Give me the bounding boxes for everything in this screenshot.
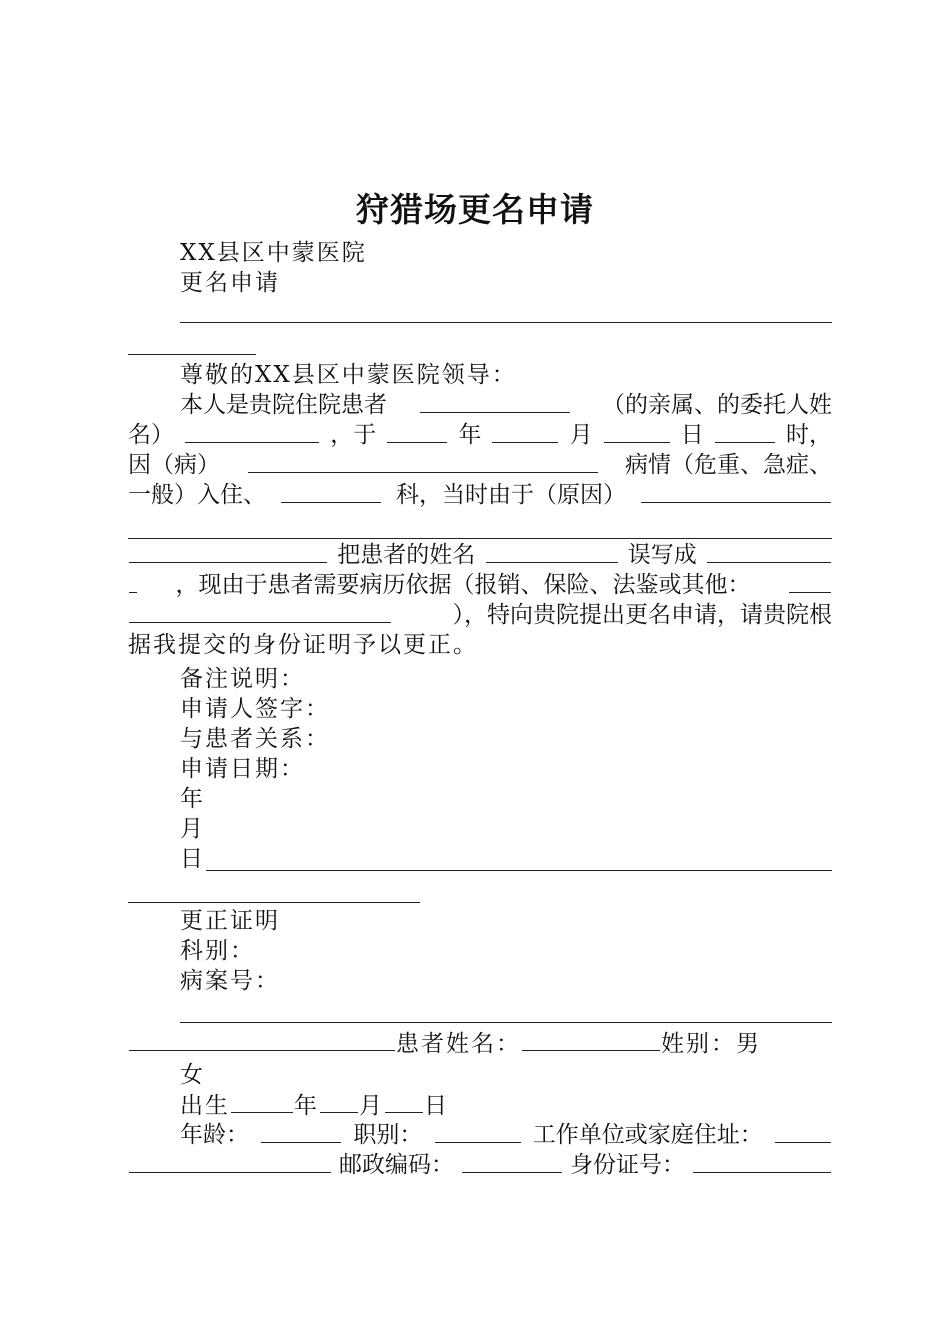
blank-field (385, 1090, 423, 1113)
postcode-line (128, 1150, 832, 1180)
blank-field (261, 1120, 341, 1143)
letter-line-7 (128, 570, 832, 600)
occupation-label: 职别： (353, 1122, 423, 1148)
blank-field (707, 540, 831, 563)
letter-line-2 (128, 420, 832, 450)
letter-line-4 (128, 480, 832, 510)
id-number-label: 身份证号： (570, 1152, 685, 1178)
case-number-label: 病案号： (180, 968, 280, 994)
gender-label: 姓别：男 (661, 1031, 761, 1057)
blank-field (693, 1150, 831, 1173)
letter-line-3 (128, 450, 832, 480)
text: 日 (680, 422, 704, 448)
date-month: 月 (180, 816, 205, 842)
text: 本人是贵院住院患者 (180, 392, 387, 418)
age-line (180, 1120, 832, 1150)
date-year: 年 (180, 786, 205, 812)
date-label: 申请日期： (180, 756, 305, 782)
text: 因（病） (128, 452, 220, 478)
text: 年 (294, 1093, 319, 1119)
blank-field (129, 570, 137, 593)
birth-line (180, 1090, 832, 1120)
text: 日 (424, 1093, 449, 1119)
blank-field (420, 390, 570, 413)
remark-label: 备注说明： (180, 666, 305, 692)
age-label: 年龄： (180, 1122, 249, 1148)
department-label: 科别： (180, 938, 255, 964)
text: 病情（危重、急症、 (625, 452, 832, 478)
blank-field (129, 1028, 395, 1051)
blank-field (248, 450, 598, 473)
relation-label: 与患者关系： (180, 726, 330, 752)
text: ），特向贵院提出更名申请，请贵院根 (452, 602, 832, 628)
postcode-label: 邮政编码： (339, 1152, 454, 1178)
text: 把患者的姓名 (337, 542, 476, 568)
workplace-label: 工作单位或家庭住址： (532, 1122, 763, 1148)
certificate-title: 更正证明 (180, 908, 280, 934)
letter-line-8 (128, 600, 832, 630)
blank-field (387, 420, 447, 443)
blank-field (281, 480, 381, 503)
blank-field (604, 420, 670, 443)
salutation: 尊敬的XX县区中蒙医院领导： (180, 362, 517, 388)
blank-field (435, 1120, 521, 1143)
gender-female: 女 (180, 1062, 205, 1088)
blank-line (128, 538, 832, 539)
blank-field (492, 420, 558, 443)
blank-field (486, 540, 618, 563)
text: 年 (458, 422, 482, 448)
text: 时， (785, 422, 832, 448)
blank-field (462, 1150, 562, 1173)
date-day: 日 (180, 846, 205, 872)
text: 科，当时由于（原因） (396, 482, 626, 508)
blank-field (129, 540, 327, 563)
text: 名） (128, 422, 174, 448)
patient-name-label: 患者姓名： (396, 1031, 521, 1057)
text: ，现由于患者需要病历依据（报销、保险、法鉴或其他： (175, 572, 751, 598)
blank-field (641, 480, 831, 503)
letter-line-6 (128, 540, 832, 570)
blank-line (180, 322, 832, 323)
letter-line-9: 据我提交的身份证明予以更正。 (128, 632, 478, 658)
birth-label: 出生 (180, 1093, 230, 1119)
text: ，于 (330, 422, 377, 448)
blank-field (522, 1028, 660, 1051)
blank-field (789, 570, 831, 593)
text: 一般）入住、 (128, 482, 266, 508)
blank-field (775, 1120, 831, 1143)
document-title: 狩猎场更名申请 (356, 190, 594, 229)
text: 月 (569, 422, 593, 448)
text: 月 (359, 1093, 384, 1119)
blank-line (128, 902, 420, 903)
blank-field (320, 1090, 358, 1113)
blank-field (129, 1150, 331, 1173)
patient-line (128, 1028, 768, 1058)
blank-field (715, 420, 775, 443)
hospital-name: XX县区中蒙医院 (180, 240, 367, 266)
text: （的亲属、的委托人姓 (602, 392, 832, 418)
letter-line-1 (180, 390, 832, 420)
signature-label: 申请人签字： (180, 696, 330, 722)
blank-line (128, 354, 256, 355)
blank-field (129, 600, 391, 623)
blank-line (206, 870, 832, 871)
blank-field (231, 1090, 293, 1113)
text: 误写成 (627, 542, 697, 568)
blank-field (185, 420, 319, 443)
blank-line (180, 1022, 832, 1023)
document-type: 更名申请 (180, 270, 280, 296)
